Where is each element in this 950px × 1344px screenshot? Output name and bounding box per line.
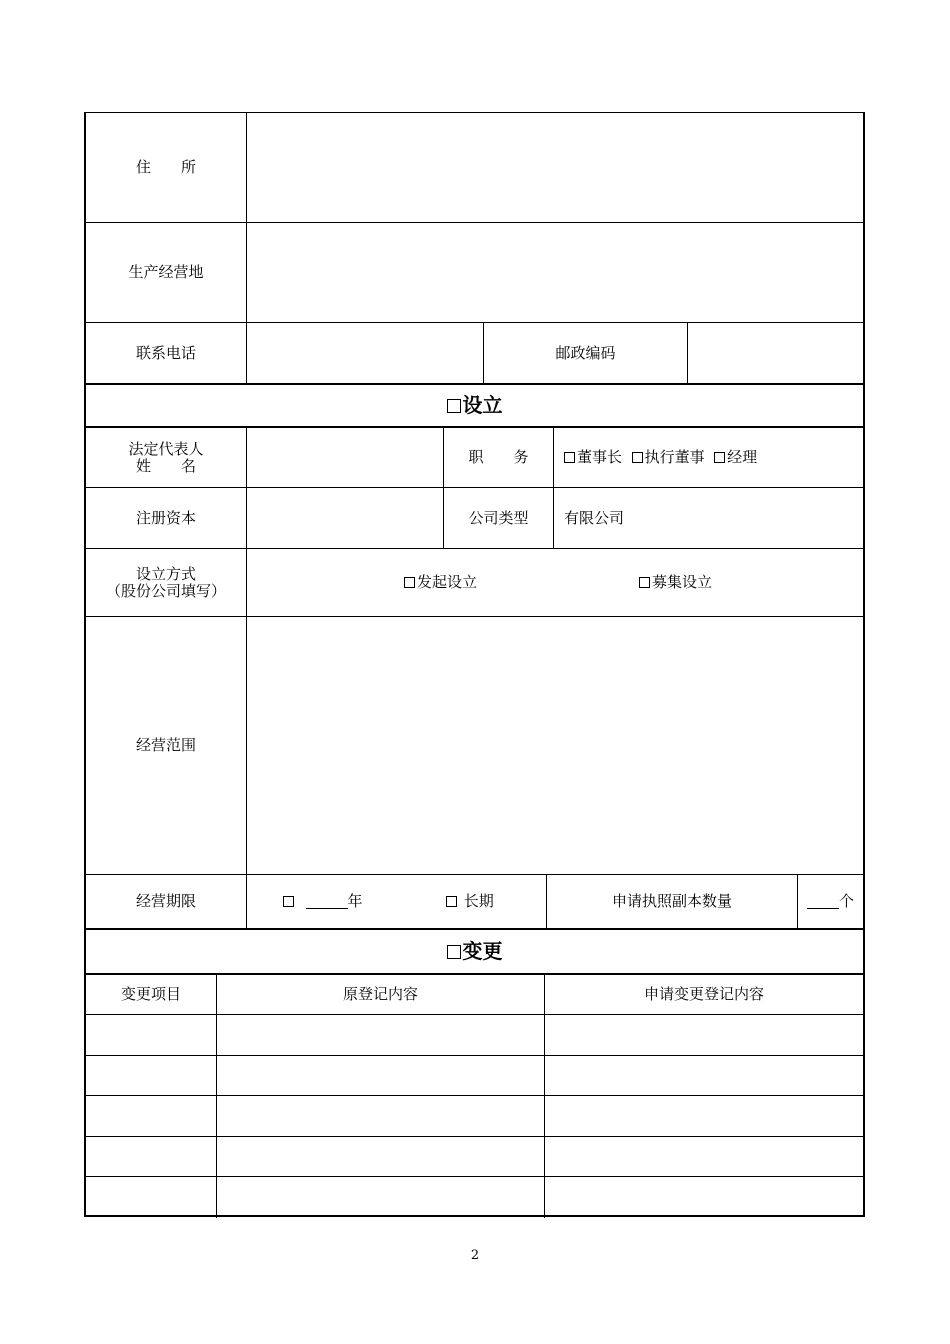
col-header-new: 申请变更登记内容 <box>643 985 764 1003</box>
col-header-original: 原登记内容 <box>342 985 418 1003</box>
table-row-original[interactable] <box>217 1177 544 1216</box>
company-type-value: 有限公司 <box>564 508 625 527</box>
registration-form <box>84 112 865 1217</box>
option-subscription[interactable]: 募集设立 <box>639 549 779 616</box>
checkbox-icon[interactable] <box>446 896 457 907</box>
table-row-item[interactable] <box>86 1015 216 1055</box>
checkbox-icon[interactable] <box>714 452 725 463</box>
table-row-original[interactable] <box>217 1096 544 1136</box>
col-header-item: 变更项目 <box>120 985 181 1003</box>
change-title: 变更 <box>462 939 503 963</box>
table-row-new[interactable] <box>545 1056 863 1095</box>
table-row-new[interactable] <box>545 1177 863 1216</box>
option-promotion[interactable]: 发起设立 <box>404 549 544 616</box>
col-divider <box>553 428 554 548</box>
legal-rep-label <box>86 428 246 487</box>
checkbox-icon[interactable] <box>564 452 575 463</box>
residence-field[interactable] <box>247 113 863 222</box>
table-row-new[interactable] <box>545 1096 863 1136</box>
checkbox-icon[interactable] <box>632 452 643 463</box>
legal-rep-label-line2: 姓 名 <box>135 456 196 475</box>
position-options <box>564 428 863 487</box>
establish-title: 设立 <box>462 393 503 417</box>
legal-rep-field[interactable] <box>247 428 443 487</box>
table-row-item[interactable] <box>86 1177 216 1216</box>
method-label-line1: 设立方式 <box>135 564 196 583</box>
copies-field[interactable]: 个 <box>798 875 863 928</box>
change-section-header <box>86 930 863 973</box>
method-label <box>86 549 246 616</box>
establish-checkbox[interactable] <box>447 399 461 413</box>
change-checkbox[interactable] <box>447 945 461 959</box>
table-row-item[interactable] <box>86 1137 216 1176</box>
option-chairman[interactable]: 董事长 <box>564 449 622 466</box>
table-row-original[interactable] <box>217 1056 544 1095</box>
option-manager[interactable]: 经理 <box>714 449 757 466</box>
capital-label: 注册资本 <box>135 508 196 527</box>
table-row-item[interactable] <box>86 1096 216 1136</box>
postcode-field[interactable] <box>688 323 863 383</box>
phone-label: 联系电话 <box>135 343 196 362</box>
table-row-original[interactable] <box>217 1015 544 1055</box>
residence-label: 住 所 <box>135 158 196 176</box>
table-row-new[interactable] <box>545 1015 863 1055</box>
term-years-blank[interactable] <box>306 894 348 909</box>
method-label-line2: （股份公司填写） <box>105 581 226 600</box>
copies-blank[interactable] <box>807 894 839 909</box>
table-row-item[interactable] <box>86 1056 216 1095</box>
legal-rep-label-line1: 法定代表人 <box>128 439 204 458</box>
company-type-label: 公司类型 <box>468 508 529 527</box>
copies-label: 申请执照副本数量 <box>611 892 732 910</box>
production-site-field[interactable] <box>247 223 863 322</box>
term-long-option[interactable]: 长期 <box>446 875 546 928</box>
page-number: 2 <box>470 1248 480 1263</box>
establish-section-header <box>86 385 863 426</box>
term-years-option[interactable]: 年 <box>283 875 413 928</box>
postcode-label: 邮政编码 <box>555 343 616 362</box>
scope-field[interactable] <box>247 617 863 874</box>
checkbox-icon[interactable] <box>639 577 650 588</box>
position-label: 职 务 <box>468 448 529 466</box>
production-site-label: 生产经营地 <box>128 263 204 281</box>
phone-field[interactable] <box>247 323 483 383</box>
checkbox-icon[interactable] <box>404 577 415 588</box>
capital-field[interactable] <box>247 488 443 548</box>
scope-label: 经营范围 <box>135 736 196 754</box>
table-row-new[interactable] <box>545 1137 863 1176</box>
checkbox-icon[interactable] <box>283 896 294 907</box>
term-label: 经营期限 <box>135 892 196 910</box>
option-executive-director[interactable]: 执行董事 <box>632 449 705 466</box>
table-row-original[interactable] <box>217 1137 544 1176</box>
